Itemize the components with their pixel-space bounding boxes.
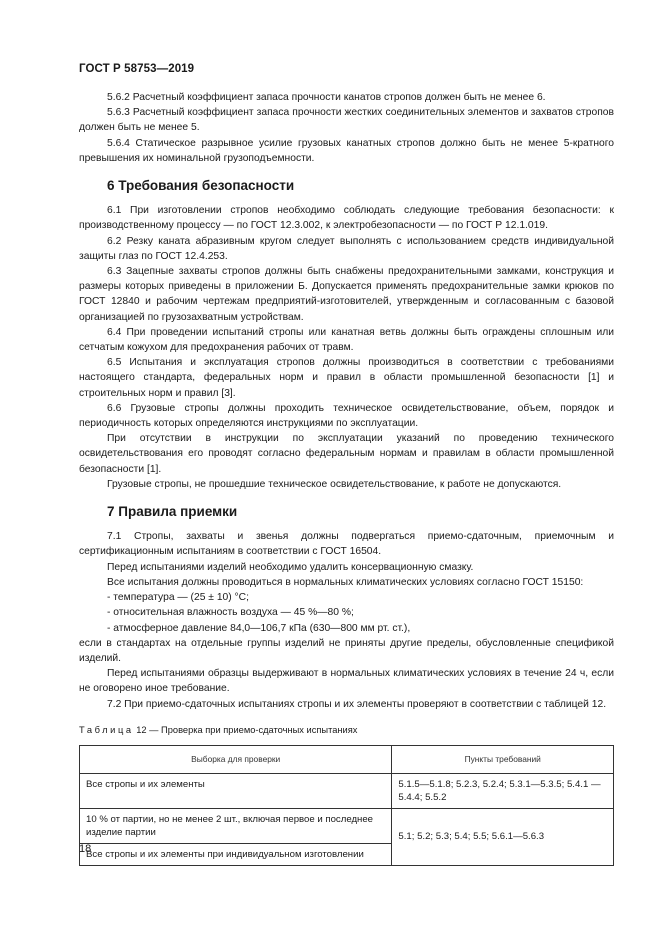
paragraph-5-6-3: 5.6.3 Расчетный коэффициент запаса прочности жестких соединительных элементов и захватов стропов должен быть не менее 5. [79,107,614,134]
acceptance-table [79,745,614,866]
table-caption [79,723,614,738]
page-number: 18 [79,843,92,855]
table-cell: 5.1.5—5.1.8; 5.2.3, 5.2.4; 5.3.1—5.3.5; 5.4.1 — 5.4.4; 5.5.2 [392,773,614,808]
paragraph-6-2: 6.2 Резку каната абразивным кругом следует выполнять с использованием средств индивидуальной защиты глаз по ГОСТ 12.4.253. [79,235,614,262]
paragraph-7-1-conditions: Все испытания должны проводиться в нормальных климатических условиях согласно ГОСТ 15150: [107,576,584,588]
paragraph-6-3: 6.3 Зацепные захваты стропов должны быть снабжены предохранительными замками, конструкция и размеры которых приведены в приложении Б. Допускается применять предохранительные замки крюков по ГОСТ 12840 и рабочим чертежам предприятий-изготовителей, утвержденным и согласованным с базовой организацией по грузозахватным устройствам. [79,266,614,323]
page-body [79,90,614,866]
intro-block [79,90,614,166]
document-header: ГОСТ Р 58753—2019 [79,63,195,75]
paragraph-6-6-final: Грузовые стропы, не прошедшие техническое освидетельствование, к работе не допускаются. [107,478,562,490]
table-cell: Все стропы и их элементы [80,773,392,808]
paragraph-6-5: 6.5 Испытания и эксплуатация стропов должны производиться в соответствии с требованиями настоящего стандарта, федеральных норм и правил в области промышленной безопасности [1] и строительных норм и правил [3]. [79,357,614,399]
section-6-body [79,203,614,492]
paragraph-7-1-limits: если в стандартах на отдельные группы изделий не приняты другие пределы, обусловленные спецификой изделий. [79,637,614,664]
paragraph-6-6: 6.6 Грузовые стропы должны проходить техническое освидетельствование, объем, порядок и периодичность которых определяются инструкциями по эксплуатации. [79,402,614,430]
column-header-sample: Выборка для проверки [80,745,392,773]
section-6-heading: 6 Требования безопасности [107,178,295,194]
table-cell: Все стропы и их элементы при индивидуальном изготовлении [80,843,392,865]
table-row [80,808,614,843]
paragraph-5-6-4: 5.6.4 Статическое разрывное усилие грузовых канатных стропов должно быть не менее 5-кратного превышения их номинальной грузоподъемности. [79,137,614,164]
paragraph-6-4: 6.4 При проведении испытаний стропы или канатная ветвь должны быть ограждены сплошным или сетчатым кожухом для предохранения рабочих от травм. [79,326,614,354]
paragraph-5-6-2: 5.6.2 Расчетный коэффициент запаса прочности канатов стропов должен быть не менее 6. [107,92,546,103]
list-item-pressure: - атмосферное давление 84,0—106,7 кПа (630—800 мм рт. ст.), [107,622,411,634]
paragraph-7-1-samples: Перед испытаниями образцы выдерживают в нормальных климатических условиях в течение 24 ч, если не оговорено иное требование. [79,668,614,695]
paragraph-6-1: 6.1 При изготовлении стропов необходимо соблюдать следующие требования безопасности: к производственному процессу — по ГОСТ 12.3.002, к электробезопасности — по ГОСТ Р 12.1.019. [79,205,614,232]
paragraph-7-1: 7.1 Стропы, захваты и звенья должны подвергаться приемо-сдаточным, приемочным и сертификационным испытаниям в соответствии с ГОСТ 16504. [79,531,614,558]
section-7-heading: 7 Правила приемки [107,504,238,520]
table-caption-label: Таблица [79,724,134,735]
list-item-humidity: - относительная влажность воздуха — 45 %—80 %; [107,607,354,619]
table-header-row [80,745,614,773]
paragraph-7-2: 7.2 При приемо-сдаточных испытаниях стропы и их элементы проверяют в соответствии с таблицей 12. [107,698,607,710]
table-cell: 10 % от партии, но не менее 2 шт., включая первое и последнее изделие партии [80,808,392,843]
section-7-body [79,529,614,711]
table-caption-text: 12 — Проверка при приемо-сдаточных испытаниях [133,724,358,735]
list-item-temperature: - температура — (25 ± 10) °С; [107,592,249,604]
table-row [80,773,614,808]
paragraph-6-6-note: При отсутствии в инструкции по эксплуатации указаний по проведению технического освидетельствования его проводят согласно федеральным нормам и правилам в области промышленной безопасности [1]. [79,433,614,475]
table-cell: 5.1; 5.2; 5.3; 5.4; 5.5; 5.6.1—5.6.3 [392,808,614,865]
paragraph-7-1-grease: Перед испытаниями изделий необходимо удалить консервационную смазку. [107,561,474,573]
column-header-requirements: Пункты требований [392,745,614,773]
